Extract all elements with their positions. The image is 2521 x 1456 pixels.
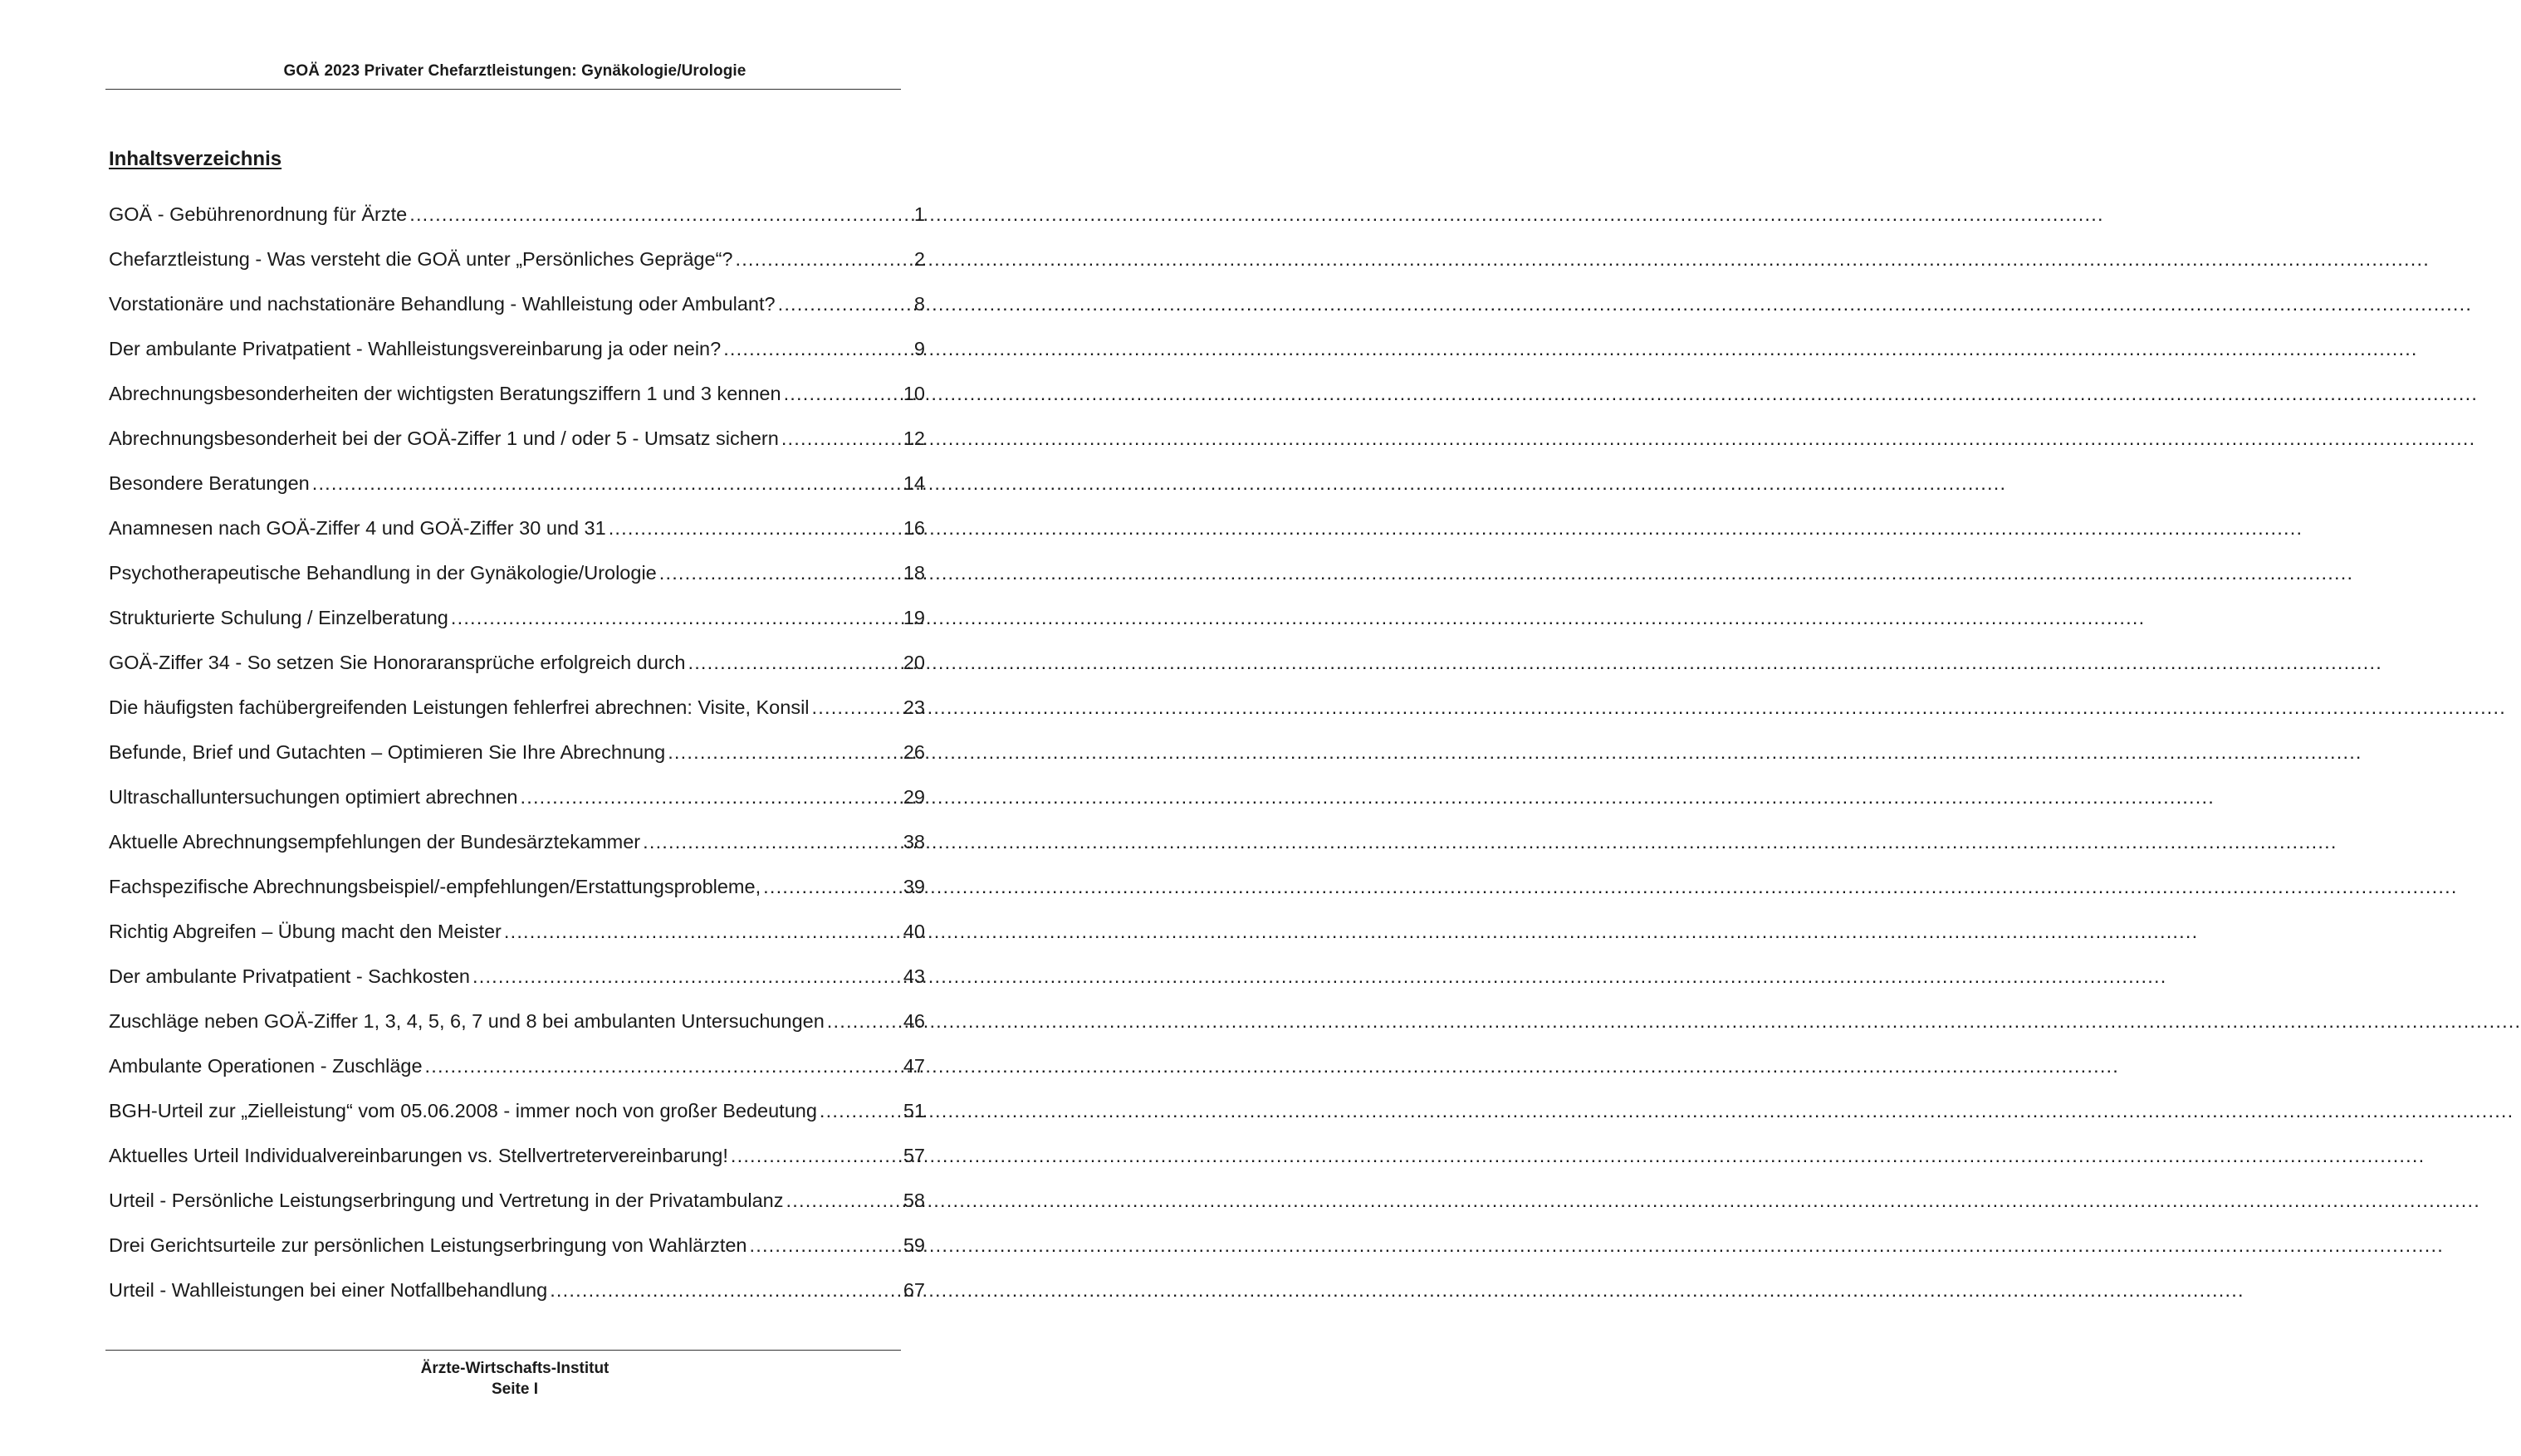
toc-entry-page: 47 bbox=[903, 1055, 925, 1077]
toc-dot-leader bbox=[550, 1279, 901, 1302]
toc-dot-leader bbox=[312, 472, 901, 495]
toc-dot-leader bbox=[735, 248, 911, 271]
toc-entry[interactable] bbox=[109, 1100, 925, 1145]
toc-entry[interactable] bbox=[109, 517, 925, 562]
toc-entry[interactable] bbox=[109, 293, 925, 338]
toc-entry-title: Der ambulante Privatpatient - Sachkosten bbox=[109, 965, 470, 987]
toc-entry[interactable] bbox=[109, 472, 925, 517]
toc-entry[interactable] bbox=[109, 1010, 925, 1055]
toc-entry-page: 26 bbox=[903, 741, 925, 763]
toc-dot-leader bbox=[723, 338, 912, 360]
toc-entry-title: Psychotherapeutische Behandlung in der Gynäkologie/Urologie bbox=[109, 562, 657, 584]
toc-entry-page: 67 bbox=[903, 1279, 925, 1301]
toc-entry-page: 14 bbox=[903, 472, 925, 494]
toc-entry[interactable] bbox=[109, 562, 925, 607]
toc-entry-title: Anamnesen nach GOÄ-Ziffer 4 und GOÄ-Ziffer 30 und 31 bbox=[109, 517, 606, 539]
toc-dot-leader bbox=[643, 831, 901, 853]
toc-entry-page: 10 bbox=[903, 383, 925, 404]
toc-entry-title: Befunde, Brief und Gutachten – Optimieren Sie Ihre Abrechnung bbox=[109, 741, 666, 763]
toc-dot-leader bbox=[784, 383, 901, 405]
toc-entry-title: Ambulante Operationen - Zuschläge bbox=[109, 1055, 423, 1077]
table-of-contents bbox=[109, 203, 925, 1324]
toc-dot-leader bbox=[409, 203, 912, 226]
toc-entry-page: 16 bbox=[903, 517, 925, 539]
toc-entry[interactable] bbox=[109, 203, 925, 248]
toc-dot-leader bbox=[668, 741, 901, 764]
page-footer bbox=[0, 1358, 1030, 1400]
toc-entry-page: 58 bbox=[903, 1190, 925, 1211]
toc-entry[interactable] bbox=[109, 696, 925, 741]
footer-page-number: Seite I bbox=[492, 1380, 538, 1398]
toc-entry[interactable] bbox=[109, 652, 925, 696]
toc-entry-title: Urteil - Persönliche Leistungserbringung und Vertretung in der Privatambulanz bbox=[109, 1190, 784, 1211]
toc-entry[interactable] bbox=[109, 428, 925, 472]
footer-rule bbox=[105, 1350, 901, 1351]
toc-entry-title: Urteil - Wahlleistungen bei einer Notfallbehandlung bbox=[109, 1279, 548, 1301]
toc-entry[interactable] bbox=[109, 607, 925, 652]
toc-heading: Inhaltsverzeichnis bbox=[109, 148, 282, 170]
toc-entry-page: 8 bbox=[913, 293, 925, 315]
toc-entry-page: 1 bbox=[913, 203, 925, 225]
toc-entry-page: 51 bbox=[903, 1100, 925, 1121]
toc-entry-page: 57 bbox=[903, 1145, 925, 1166]
page-header-title: GOÄ 2023 Privater Chefarztleistungen: Gynäkologie/Urologie bbox=[283, 62, 747, 80]
toc-entry-page: 59 bbox=[903, 1234, 925, 1256]
toc-dot-leader bbox=[659, 562, 901, 584]
toc-entry-title: Besondere Beratungen bbox=[109, 472, 310, 494]
toc-entry-title: GOÄ-Ziffer 34 - So setzen Sie Honoraransprüche erfolgreich durch bbox=[109, 652, 686, 673]
toc-entry-page: 23 bbox=[903, 696, 925, 718]
toc-entry[interactable] bbox=[109, 786, 925, 831]
toc-entry-title: Zuschläge neben GOÄ-Ziffer 1, 3, 4, 5, 6, 7 und 8 bei ambulanten Untersuchungen bbox=[109, 1010, 825, 1032]
toc-entry[interactable] bbox=[109, 1279, 925, 1324]
toc-entry-page: 38 bbox=[903, 831, 925, 853]
toc-dot-leader bbox=[750, 1234, 901, 1257]
toc-entry[interactable] bbox=[109, 1190, 925, 1234]
toc-dot-leader bbox=[827, 1010, 901, 1033]
toc-dot-leader bbox=[688, 652, 900, 674]
toc-entry[interactable] bbox=[109, 383, 925, 428]
toc-dot-leader bbox=[451, 607, 901, 629]
toc-entry-page: 39 bbox=[903, 876, 925, 897]
toc-entry-title: Ultraschalluntersuchungen optimiert abrechnen bbox=[109, 786, 518, 808]
toc-entry-title: Abrechnungsbesonderheit bei der GOÄ-Ziffer 1 und / oder 5 - Umsatz sichern bbox=[109, 428, 779, 449]
toc-entry[interactable] bbox=[109, 338, 925, 383]
toc-dot-leader bbox=[731, 1145, 901, 1167]
toc-dot-leader bbox=[425, 1055, 901, 1077]
toc-entry[interactable] bbox=[109, 965, 925, 1010]
toc-entry-title: Vorstationäre und nachstationäre Behandlung - Wahlleistung oder Ambulant? bbox=[109, 293, 776, 315]
toc-entry-page: 18 bbox=[903, 562, 925, 584]
toc-entry-title: Fachspezifische Abrechnungsbeispiel/-empfehlungen/Erstattungsprobleme, bbox=[109, 876, 761, 897]
toc-entry-page: 43 bbox=[903, 965, 925, 987]
toc-dot-leader bbox=[520, 786, 900, 809]
toc-entry-title: Aktuelle Abrechnungsempfehlungen der Bundesärztekammer bbox=[109, 831, 641, 853]
toc-entry-page: 9 bbox=[913, 338, 925, 359]
toc-entry-title: Die häufigsten fachübergreifenden Leistungen fehlerfrei abrechnen: Visite, Konsil bbox=[109, 696, 810, 718]
toc-dot-leader bbox=[812, 696, 901, 719]
toc-entry[interactable] bbox=[109, 1145, 925, 1190]
toc-entry-page: 19 bbox=[903, 607, 925, 628]
toc-entry[interactable] bbox=[109, 876, 925, 921]
footer-institute: Ärzte-Wirtschafts-Institut bbox=[420, 1360, 609, 1377]
toc-entry-page: 40 bbox=[903, 921, 925, 942]
toc-entry-title: Drei Gerichtsurteile zur persönlichen Leistungserbringung von Wahlärzten bbox=[109, 1234, 747, 1256]
toc-entry[interactable] bbox=[109, 1234, 925, 1279]
toc-dot-leader bbox=[609, 517, 901, 540]
toc-entry-title: Der ambulante Privatpatient - Wahlleistungsvereinbarung ja oder nein? bbox=[109, 338, 722, 359]
toc-dot-leader bbox=[820, 1100, 901, 1122]
toc-entry-title: GOÄ - Gebührenordnung für Ärzte bbox=[109, 203, 408, 225]
toc-dot-leader bbox=[778, 293, 912, 315]
toc-entry[interactable] bbox=[109, 741, 925, 786]
toc-dot-leader bbox=[472, 965, 901, 988]
toc-entry-title: Strukturierte Schulung / Einzelberatung bbox=[109, 607, 448, 628]
toc-entry-page: 20 bbox=[903, 652, 925, 673]
toc-entry-title: Aktuelles Urteil Individualvereinbarungen vs. Stellvertretervereinbarung! bbox=[109, 1145, 728, 1166]
toc-dot-leader bbox=[504, 921, 901, 943]
toc-entry-page: 12 bbox=[903, 428, 925, 449]
toc-entry[interactable] bbox=[109, 921, 925, 965]
toc-entry-page: 2 bbox=[913, 248, 925, 270]
toc-entry[interactable] bbox=[109, 1055, 925, 1100]
toc-entry-title: Abrechnungsbesonderheiten der wichtigsten Beratungsziffern 1 und 3 kennen bbox=[109, 383, 781, 404]
toc-entry-title: BGH-Urteil zur „Zielleistung“ vom 05.06.2008 - immer noch von großer Bedeutung bbox=[109, 1100, 817, 1121]
toc-dot-leader bbox=[781, 428, 901, 450]
toc-dot-leader bbox=[786, 1190, 901, 1212]
toc-dot-leader bbox=[763, 876, 901, 898]
toc-entry-title: Chefarztleistung - Was versteht die GOÄ unter „Persönliches Gepräge“? bbox=[109, 248, 733, 270]
toc-entry-title: Richtig Abgreifen – Übung macht den Meister bbox=[109, 921, 502, 942]
toc-entry-page: 46 bbox=[903, 1010, 925, 1032]
toc-entry[interactable] bbox=[109, 248, 925, 293]
toc-entry[interactable] bbox=[109, 831, 925, 876]
header-rule bbox=[105, 89, 901, 90]
toc-entry-page: 29 bbox=[903, 786, 925, 808]
